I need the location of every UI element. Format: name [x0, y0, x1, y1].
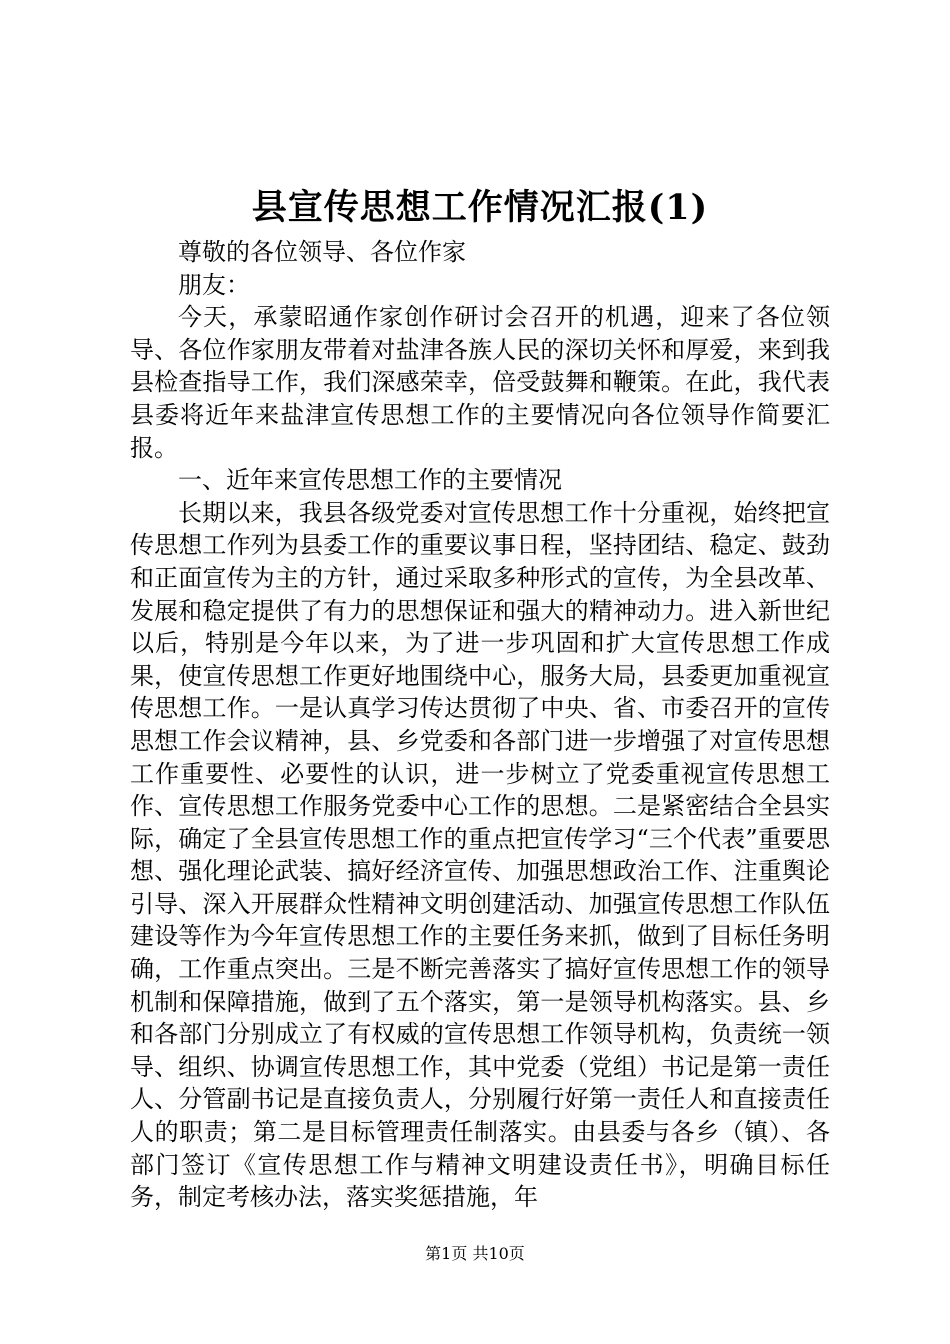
- page-number-footer: 第1页 共10页: [425, 1244, 525, 1263]
- intro-paragraph: 今天，承蒙昭通作家创作研讨会召开的机遇，迎来了各位领导、各位作家朋友带着对盐津各族人民的深切关怀和厚爱，来到我县检查指导工作，我们深感荣幸，倍受鼓舞和鞭策。在此，我代表县委将近年来盐津宣传思想工作的主要情况向各位领导作简要汇报。: [130, 303, 830, 462]
- main-paragraph: 长期以来，我县各级党委对宣传思想工作十分重视，始终把宣传思想工作列为县委工作的重要议事日程，坚持团结、稳定、鼓劲和正面宣传为主的方针，通过采取多种形式的宣传，为全县改革、发展和稳定提供了有力的思想保证和强大的精神动力。进入新世纪以后，特别是今年以来，为了进一步巩固和扩大宣传思想工作成果，使宣传思想工作更好地围绕中心，服务大局，县委更加重视宣传思想工作。一是认真学习传达贯彻了中央、省、市委召开的宣传思想工作会议精神，县、乡党委和各部门进一步增强了对宣传思想工作重要性、必要性的认识，进一步树立了党委重视宣传思想工作、宣传思想工作服务党委中心工作的思想。二是紧密结合全县实际，确定了全县宣传思想工作的重点把宣传学习“三个代表”重要思想、强化理论武装、搞好经济宣传、加强思想政治工作、注重舆论引导、深入开展群众性精神文明创建活动、加强宣传思想工作队伍建设等作为今年宣传思想工作的主要任务来抓，做到了目标任务明确，工作重点突出。三是不断完善落实了搞好宣传思想工作的领导机制和保障措施，做到了五个落实，第一是领导机构落实。县、乡和各部门分别成立了有权威的宣传思想工作领导机构，负责统一领导、组织、协调宣传思想工作，其中党委（党组）书记是第一责任人、分管副书记是直接负责人，分别履行好第一责任人和直接责任人的职责；第二是目标管理责任制落实。由县委与各乡（镇）、各部门签订《宣传思想工作与精神文明建设责任书》，明确目标任务，制定考核办法，落实奖惩措施，年: [130, 498, 830, 1212]
- section-heading: 一、近年来宣传思想工作的主要情况: [178, 466, 562, 495]
- document-body: [130, 236, 830, 1214]
- document-title: 县宣传思想工作情况汇报(1): [251, 187, 709, 228]
- salutation-line-1: 尊敬的各位领导、各位作家: [178, 238, 466, 266]
- salutation-line-2: 朋友：: [178, 270, 250, 299]
